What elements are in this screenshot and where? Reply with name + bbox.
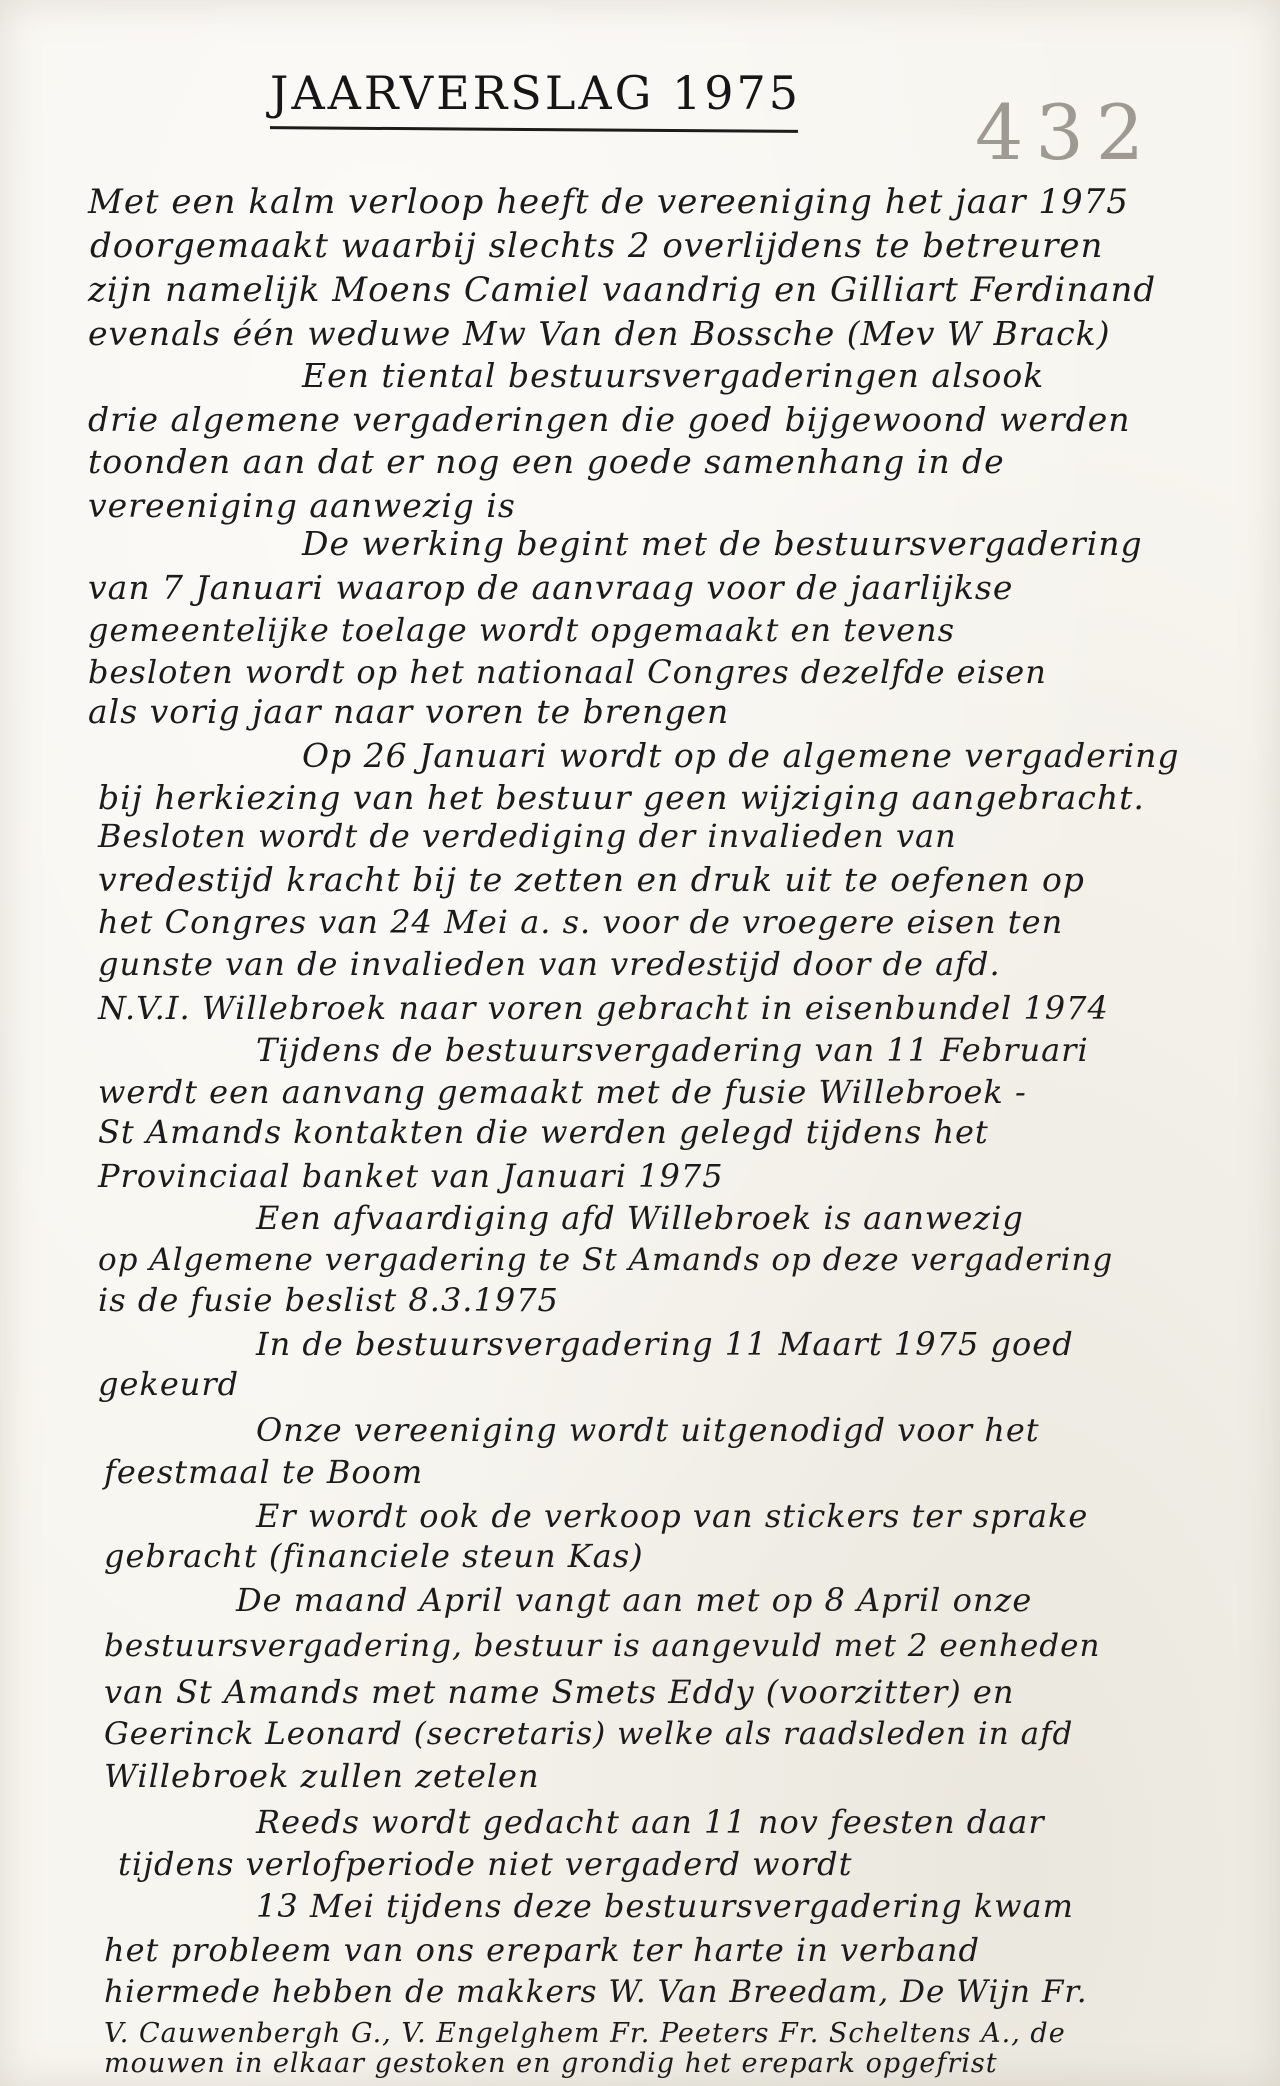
text-line: Een afvaardiging afd Willebroek is aanwezig	[256, 1199, 1024, 1237]
text-line: V. Cauwenbergh G., V. Engelghem Fr. Peeters Fr. Scheltens A., de	[104, 2018, 1066, 2049]
text-line: feestmaal te Boom	[104, 1453, 424, 1491]
text-line: gebracht (financiele steun Kas)	[104, 1537, 644, 1575]
text-line: doorgemaakt waarbij slechts 2 overlijdens te betreuren	[90, 226, 1104, 266]
text-line: Besloten wordt de verdediging der invalieden van	[98, 817, 957, 855]
text-line: 13 Mei tijdens deze bestuursvergadering kwam	[256, 1887, 1074, 1925]
text-line: Een tiental bestuursvergaderingen alsook	[302, 356, 1045, 395]
text-line: als vorig jaar naar voren te brengen	[88, 692, 730, 731]
text-line: De werking begint met de bestuursvergadering	[302, 524, 1143, 563]
document-title: JAARVERSLAG 1975	[270, 66, 802, 120]
text-line: vredestijd kracht bij te zetten en druk uit te oefenen op	[98, 860, 1085, 899]
text-line: is de fusie beslist 8.3.1975	[98, 1281, 559, 1319]
text-line: het Congres van 24 Mei a. s. voor de vroegere eisen ten	[98, 903, 1064, 941]
text-line: De maand April vangt aan met op 8 April onze	[236, 1581, 1033, 1619]
text-line: Tijdens de bestuursvergadering van 11 Februari	[256, 1031, 1089, 1069]
text-line: besloten wordt op het nationaal Congres dezelfde eisen	[88, 653, 1047, 691]
text-line: bestuursvergadering, bestuur is aangevuld met 2 eenheden	[104, 1628, 1101, 1664]
text-line: gemeentelijke toelage wordt opgemaakt en tevens	[88, 611, 956, 649]
text-line: hiermede hebben de makkers W. Van Breedam, De Wijn Fr.	[104, 1974, 1088, 2010]
text-line: Geerinck Leonard (secretaris) welke als raadsleden in afd	[104, 1716, 1074, 1752]
text-line: bij herkiezing van het bestuur geen wijziging aangebracht.	[98, 778, 1145, 817]
text-line: het probleem van ons erepark ter harte in verband	[104, 1931, 980, 1969]
text-line: Er wordt ook de verkoop van stickers ter sprake	[256, 1497, 1089, 1535]
text-line: van St Amands met name Smets Eddy (voorzitter) en	[104, 1673, 1015, 1711]
text-line: drie algemene vergaderingen die goed bijgewoond werden	[88, 400, 1131, 439]
text-line: mouwen in elkaar gestoken en grondig het erepark opgefrist	[104, 2048, 998, 2079]
text-line: St Amands kontakten die werden gelegd tijdens het	[98, 1113, 989, 1151]
text-line: Provinciaal banket van Januari 1975	[98, 1157, 724, 1195]
text-line: N.V.I. Willebroek naar voren gebracht in eisenbundel 1974	[98, 989, 1109, 1027]
text-line: Met een kalm verloop heeft de vereeniging het jaar 1975	[88, 182, 1129, 222]
text-line: werdt een aanvang gemaakt met de fusie Willebroek -	[98, 1073, 1027, 1111]
text-line: vereeniging aanwezig is	[88, 486, 516, 525]
text-line: gekeurd	[98, 1365, 240, 1403]
page-number: 432	[975, 88, 1157, 177]
text-line: van 7 Januari waarop de aanvraag voor de jaarlijkse	[88, 568, 1014, 607]
text-line: tijdens verlofperiode niet vergaderd wordt	[118, 1845, 853, 1883]
text-line: op Algemene vergadering te St Amands op deze vergadering	[98, 1242, 1114, 1278]
text-line: zijn namelijk Moens Camiel vaandrig en Gilliart Ferdinand	[88, 270, 1157, 310]
text-line: Willebroek zullen zetelen	[104, 1757, 540, 1795]
text-line: Op 26 Januari wordt op de algemene vergadering	[302, 736, 1180, 775]
title-underline	[270, 126, 798, 133]
text-line: Reeds wordt gedacht aan 11 nov feesten daar	[256, 1803, 1045, 1841]
text-line: evenals één weduwe Mw Van den Bossche (Mev W Brack)	[88, 314, 1111, 353]
text-line: gunste van de invalieden van vredestijd door de afd.	[98, 945, 1001, 983]
text-line: In de bestuursvergadering 11 Maart 1975 goed	[256, 1325, 1074, 1363]
text-line: toonden aan dat er nog een goede samenhang in de	[88, 442, 1005, 481]
text-line: Onze vereeniging wordt uitgenodigd voor het	[256, 1411, 1040, 1449]
